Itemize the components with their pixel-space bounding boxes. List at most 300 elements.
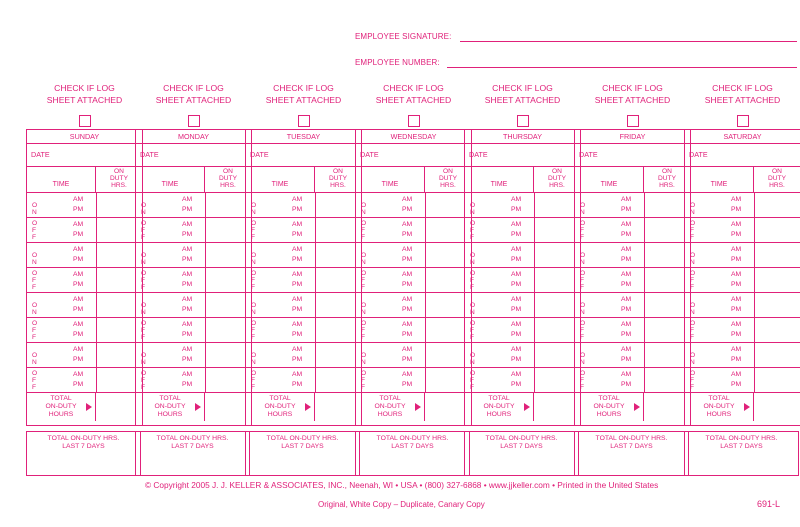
am-pm-labels: AM PM (292, 246, 303, 263)
am-pm-labels: AM PM (292, 196, 303, 213)
on-label: O N (141, 202, 147, 216)
am-pm-labels: AM PM (511, 321, 522, 338)
column-header (356, 167, 471, 193)
time-entry-row (27, 243, 142, 268)
time-cell[interactable] (575, 193, 645, 217)
employee-number-line[interactable] (447, 67, 797, 68)
hours-cell[interactable] (755, 318, 800, 342)
am-pm-labels: AM PM (511, 221, 522, 238)
am-pm-labels: AM PM (182, 196, 193, 213)
log-sheet-checkbox[interactable] (188, 115, 200, 127)
time-entry-row (246, 268, 361, 293)
arrow-right-icon (524, 403, 530, 411)
time-cell[interactable] (246, 343, 316, 367)
time-cell[interactable] (465, 218, 535, 242)
last-7-days-box[interactable]: TOTAL ON-DUTY HRS. LAST 7 DAYS (245, 431, 360, 476)
am-pm-labels: AM PM (511, 246, 522, 263)
am-pm-labels: AM PM (621, 196, 632, 213)
time-entry-row (575, 243, 690, 268)
time-cell[interactable] (685, 268, 755, 292)
total-on-duty-label: TOTAL ON-DUTY HOURS (465, 393, 534, 421)
check-log-label: CHECK IF LOG SHEET ATTACHED (375, 83, 452, 105)
time-cell[interactable] (575, 243, 645, 267)
column-header (685, 167, 800, 193)
on-label: O N (580, 302, 586, 316)
time-entry-row (27, 218, 142, 243)
am-pm-labels: AM PM (292, 271, 303, 288)
time-entry-row (136, 368, 251, 393)
time-cell[interactable] (246, 318, 316, 342)
am-pm-labels: AM PM (182, 271, 193, 288)
column-header (27, 167, 142, 193)
time-cell[interactable] (465, 293, 535, 317)
off-label: O F F (251, 220, 257, 241)
am-pm-labels: AM PM (292, 371, 303, 388)
time-cell[interactable] (575, 268, 645, 292)
on-label: O N (141, 352, 147, 366)
time-cell[interactable] (685, 368, 755, 392)
on-label: O N (470, 352, 476, 366)
off-label: O F F (580, 320, 586, 341)
am-pm-labels: AM PM (73, 296, 84, 313)
time-entry-row (685, 318, 800, 343)
am-pm-labels: AM PM (73, 196, 84, 213)
day-name: MONDAY (136, 130, 251, 144)
time-cell[interactable] (27, 368, 97, 392)
day-card (135, 129, 252, 426)
am-pm-labels: AM PM (402, 246, 413, 263)
day-column (574, 82, 691, 450)
time-cell[interactable] (685, 293, 755, 317)
time-cell[interactable] (136, 268, 206, 292)
am-pm-labels: AM PM (621, 246, 632, 263)
column-header (246, 167, 361, 193)
time-entry-row (465, 293, 580, 318)
time-entry-row (685, 193, 800, 218)
arrow-right-icon (86, 403, 92, 411)
time-cell[interactable] (27, 318, 97, 342)
time-cell[interactable] (27, 243, 97, 267)
last-7-days-box[interactable]: TOTAL ON-DUTY HRS. LAST 7 DAYS (684, 431, 799, 476)
time-entry-row (136, 318, 251, 343)
on-label: O N (251, 202, 257, 216)
time-entry-row (575, 343, 690, 368)
day-card (355, 129, 472, 426)
time-entry-row (246, 343, 361, 368)
time-cell[interactable] (356, 343, 426, 367)
check-log-label: CHECK IF LOG SHEET ATTACHED (484, 83, 561, 105)
total-on-duty-label: TOTAL ON-DUTY HOURS (356, 393, 425, 421)
time-cell[interactable] (136, 243, 206, 267)
off-label: O F F (361, 370, 367, 391)
on-label: O N (690, 252, 696, 266)
total-row (356, 393, 471, 421)
arrow-right-icon (415, 403, 421, 411)
time-entry-row (246, 243, 361, 268)
time-entry-row (685, 218, 800, 243)
time-entry-row (27, 368, 142, 393)
column-header (465, 167, 580, 193)
time-entry-row (685, 343, 800, 368)
hours-cell[interactable] (755, 243, 800, 267)
am-pm-labels: AM PM (402, 221, 413, 238)
time-cell[interactable] (136, 293, 206, 317)
on-label: O N (690, 202, 696, 216)
off-label: O F F (32, 270, 38, 291)
am-pm-labels: AM PM (73, 321, 84, 338)
time-entry-row (685, 293, 800, 318)
am-pm-labels: AM PM (731, 196, 742, 213)
total-on-duty-label: TOTAL ON-DUTY HOURS (575, 393, 644, 421)
time-cell[interactable] (356, 268, 426, 292)
time-entry-row (575, 318, 690, 343)
log-sheet-checkbox[interactable] (298, 115, 310, 127)
time-cell[interactable] (685, 218, 755, 242)
am-pm-labels: AM PM (292, 221, 303, 238)
time-entry-row (246, 368, 361, 393)
am-pm-labels: AM PM (73, 271, 84, 288)
time-entry-row (136, 193, 251, 218)
time-entry-row (575, 293, 690, 318)
am-pm-labels: AM PM (621, 321, 632, 338)
off-label: O F F (690, 370, 696, 391)
time-cell[interactable] (465, 193, 535, 217)
time-cell[interactable] (685, 318, 755, 342)
time-cell[interactable] (356, 243, 426, 267)
on-label: O N (470, 302, 476, 316)
day-column (464, 82, 581, 450)
on-label: O N (690, 352, 696, 366)
copyright-notice: © Copyright 2005 J. J. KELLER & ASSOCIATES, INC., Neenah, WI • USA • (800) 327-6868 • www.jjkeller.com • Printed in the United States (145, 480, 659, 490)
time-entry-row (27, 318, 142, 343)
on-duty-header: ON DUTY HRS. (768, 168, 786, 189)
am-pm-labels: AM PM (731, 371, 742, 388)
time-entry-row (27, 293, 142, 318)
time-cell[interactable] (136, 218, 206, 242)
employee-signature-label: EMPLOYEE SIGNATURE: (355, 32, 452, 41)
column-header (136, 167, 251, 193)
total-row (685, 393, 800, 421)
on-label: O N (690, 302, 696, 316)
last-7-days-box[interactable]: TOTAL ON-DUTY HRS. LAST 7 DAYS (135, 431, 250, 476)
time-cell[interactable] (136, 343, 206, 367)
last-7-days-box[interactable]: TOTAL ON-DUTY HRS. LAST 7 DAYS (574, 431, 689, 476)
log-sheet-checkbox[interactable] (517, 115, 529, 127)
am-pm-labels: AM PM (402, 271, 413, 288)
off-label: O F F (251, 370, 257, 391)
time-entry-row (246, 218, 361, 243)
off-label: O F F (470, 270, 476, 291)
on-label: O N (251, 252, 257, 266)
am-pm-labels: AM PM (731, 221, 742, 238)
total-on-duty-label: TOTAL ON-DUTY HOURS (27, 393, 96, 421)
time-cell[interactable] (465, 268, 535, 292)
time-cell[interactable] (465, 318, 535, 342)
time-cell[interactable] (136, 193, 206, 217)
time-cell[interactable] (246, 293, 316, 317)
am-pm-labels: AM PM (292, 296, 303, 313)
on-label: O N (361, 352, 367, 366)
time-cell[interactable] (685, 243, 755, 267)
am-pm-labels: AM PM (402, 346, 413, 363)
time-entry-row (575, 268, 690, 293)
time-cell[interactable] (465, 243, 535, 267)
check-log-label: CHECK IF LOG SHEET ATTACHED (265, 83, 342, 105)
off-label: O F F (141, 370, 147, 391)
time-entry-row (136, 218, 251, 243)
on-label: O N (141, 302, 147, 316)
am-pm-labels: AM PM (182, 321, 193, 338)
am-pm-labels: AM PM (182, 346, 193, 363)
time-cell[interactable] (465, 343, 535, 367)
on-label: O N (470, 252, 476, 266)
time-entry-row (356, 318, 471, 343)
time-cell[interactable] (246, 243, 316, 267)
date-field[interactable]: DATE (246, 144, 361, 167)
time-entry-row (465, 193, 580, 218)
time-entry-row (246, 318, 361, 343)
day-name: FRIDAY (575, 130, 690, 144)
time-entry-row (136, 343, 251, 368)
am-pm-labels: AM PM (511, 371, 522, 388)
time-entry-row (27, 193, 142, 218)
am-pm-labels: AM PM (511, 271, 522, 288)
last-7-days-box[interactable]: TOTAL ON-DUTY HRS. LAST 7 DAYS (355, 431, 470, 476)
am-pm-labels: AM PM (292, 346, 303, 363)
time-cell[interactable] (575, 368, 645, 392)
time-header: TIME (136, 167, 205, 192)
time-entry-row (685, 243, 800, 268)
time-cell[interactable] (575, 218, 645, 242)
date-field[interactable]: DATE (356, 144, 471, 167)
am-pm-labels: AM PM (621, 271, 632, 288)
off-label: O F F (361, 270, 367, 291)
hours-cell[interactable] (755, 293, 800, 317)
day-card (684, 129, 800, 426)
off-label: O F F (470, 320, 476, 341)
time-entry-row (685, 268, 800, 293)
am-pm-labels: AM PM (73, 246, 84, 263)
am-pm-labels: AM PM (182, 246, 193, 263)
am-pm-labels: AM PM (731, 246, 742, 263)
date-field[interactable]: DATE (685, 144, 800, 167)
time-entry-row (356, 193, 471, 218)
last-7-days-box[interactable]: TOTAL ON-DUTY HRS. LAST 7 DAYS (464, 431, 579, 476)
off-label: O F F (580, 220, 586, 241)
total-row (575, 393, 690, 421)
time-cell[interactable] (27, 343, 97, 367)
log-sheet-checkbox[interactable] (627, 115, 639, 127)
time-cell[interactable] (356, 318, 426, 342)
time-entry-row (136, 243, 251, 268)
arrow-right-icon (305, 403, 311, 411)
am-pm-labels: AM PM (731, 321, 742, 338)
date-field[interactable]: DATE (465, 144, 580, 167)
total-row (136, 393, 251, 421)
log-sheet-checkbox[interactable] (408, 115, 420, 127)
time-entry-row (27, 268, 142, 293)
on-label: O N (251, 352, 257, 366)
employee-signature-line[interactable] (460, 41, 797, 42)
off-label: O F F (141, 270, 147, 291)
date-field[interactable]: DATE (27, 144, 142, 167)
check-log-label: CHECK IF LOG SHEET ATTACHED (155, 83, 232, 105)
time-header: TIME (465, 167, 534, 192)
day-card (464, 129, 581, 426)
time-cell[interactable] (356, 368, 426, 392)
day-name: SATURDAY (685, 130, 800, 144)
hours-cell[interactable] (755, 218, 800, 242)
time-cell[interactable] (465, 368, 535, 392)
on-label: O N (580, 252, 586, 266)
on-label: O N (32, 352, 38, 366)
on-label: O N (32, 202, 38, 216)
time-cell[interactable] (27, 193, 97, 217)
total-on-duty-label: TOTAL ON-DUTY HOURS (246, 393, 315, 421)
on-label: O N (32, 302, 38, 316)
off-label: O F F (690, 270, 696, 291)
time-entry-row (356, 243, 471, 268)
time-entry-row (356, 268, 471, 293)
total-row (27, 393, 142, 421)
am-pm-labels: AM PM (73, 346, 84, 363)
arrow-right-icon (634, 403, 640, 411)
time-cell[interactable] (27, 293, 97, 317)
time-header: TIME (575, 167, 644, 192)
off-label: O F F (470, 220, 476, 241)
day-column (26, 82, 143, 450)
am-pm-labels: AM PM (621, 221, 632, 238)
am-pm-labels: AM PM (73, 371, 84, 388)
am-pm-labels: AM PM (511, 296, 522, 313)
time-entry-row (575, 368, 690, 393)
day-name: THURSDAY (465, 130, 580, 144)
hours-cell[interactable] (755, 343, 800, 367)
time-cell[interactable] (27, 218, 97, 242)
time-entry-row (465, 368, 580, 393)
am-pm-labels: AM PM (621, 296, 632, 313)
off-label: O F F (361, 220, 367, 241)
day-card (26, 129, 143, 426)
time-cell[interactable] (356, 193, 426, 217)
day-column (684, 82, 800, 450)
day-name: WEDNESDAY (356, 130, 471, 144)
on-label: O N (470, 202, 476, 216)
date-field[interactable]: DATE (575, 144, 690, 167)
time-cell[interactable] (136, 368, 206, 392)
day-name: SUNDAY (27, 130, 142, 144)
check-log-label: CHECK IF LOG SHEET ATTACHED (46, 83, 123, 105)
time-entry-row (246, 193, 361, 218)
off-label: O F F (141, 320, 147, 341)
employee-number-label: EMPLOYEE NUMBER: (355, 58, 440, 67)
arrow-right-icon (195, 403, 201, 411)
date-field[interactable]: DATE (136, 144, 251, 167)
on-label: O N (580, 352, 586, 366)
off-label: O F F (141, 220, 147, 241)
hours-cell[interactable] (755, 193, 800, 217)
total-row (246, 393, 361, 421)
hours-cell[interactable] (755, 368, 800, 392)
time-header: TIME (685, 167, 754, 192)
time-cell[interactable] (575, 318, 645, 342)
on-label: O N (580, 202, 586, 216)
employee-signature-row (355, 32, 451, 41)
time-entry-row (246, 293, 361, 318)
on-duty-header: ON DUTY HRS. (110, 168, 128, 189)
hours-cell[interactable] (755, 268, 800, 292)
time-cell[interactable] (356, 218, 426, 242)
on-duty-header: ON DUTY HRS. (548, 168, 566, 189)
time-entry-row (356, 368, 471, 393)
time-cell[interactable] (136, 318, 206, 342)
am-pm-labels: AM PM (182, 371, 193, 388)
off-label: O F F (690, 320, 696, 341)
am-pm-labels: AM PM (731, 271, 742, 288)
am-pm-labels: AM PM (731, 346, 742, 363)
off-label: O F F (580, 270, 586, 291)
am-pm-labels: AM PM (292, 321, 303, 338)
time-entry-row (465, 343, 580, 368)
am-pm-labels: AM PM (402, 196, 413, 213)
am-pm-labels: AM PM (73, 221, 84, 238)
time-cell[interactable] (246, 193, 316, 217)
am-pm-labels: AM PM (182, 296, 193, 313)
log-sheet-checkbox[interactable] (737, 115, 749, 127)
time-cell[interactable] (27, 268, 97, 292)
off-label: O F F (580, 370, 586, 391)
time-cell[interactable] (246, 218, 316, 242)
time-entry-row (356, 218, 471, 243)
on-label: O N (32, 252, 38, 266)
last-7-days-box[interactable]: TOTAL ON-DUTY HRS. LAST 7 DAYS (26, 431, 141, 476)
off-label: O F F (251, 320, 257, 341)
day-column (135, 82, 252, 450)
time-cell[interactable] (246, 268, 316, 292)
am-pm-labels: AM PM (511, 196, 522, 213)
off-label: O F F (361, 320, 367, 341)
time-header: TIME (27, 167, 96, 192)
total-row (465, 393, 580, 421)
total-hours-cell[interactable] (754, 393, 800, 421)
log-sheet-checkbox[interactable] (79, 115, 91, 127)
time-cell[interactable] (685, 343, 755, 367)
off-label: O F F (251, 270, 257, 291)
time-cell[interactable] (356, 293, 426, 317)
time-header: TIME (246, 167, 315, 192)
time-cell[interactable] (575, 343, 645, 367)
time-entry-row (27, 343, 142, 368)
check-log-label: CHECK IF LOG SHEET ATTACHED (594, 83, 671, 105)
on-label: O N (361, 202, 367, 216)
time-header: TIME (356, 167, 425, 192)
on-label: O N (361, 252, 367, 266)
time-cell[interactable] (685, 193, 755, 217)
time-cell[interactable] (246, 368, 316, 392)
time-cell[interactable] (575, 293, 645, 317)
day-column (355, 82, 472, 450)
form-number: 691-L (757, 499, 781, 509)
am-pm-labels: AM PM (621, 346, 632, 363)
am-pm-labels: AM PM (402, 296, 413, 313)
off-label: O F F (32, 220, 38, 241)
on-duty-header: ON DUTY HRS. (329, 168, 347, 189)
time-entry-row (465, 268, 580, 293)
on-label: O N (251, 302, 257, 316)
time-entry-row (356, 343, 471, 368)
copy-distribution: Original, White Copy – Duplicate, Canary Copy (318, 500, 485, 509)
check-log-label: CHECK IF LOG SHEET ATTACHED (704, 83, 781, 105)
